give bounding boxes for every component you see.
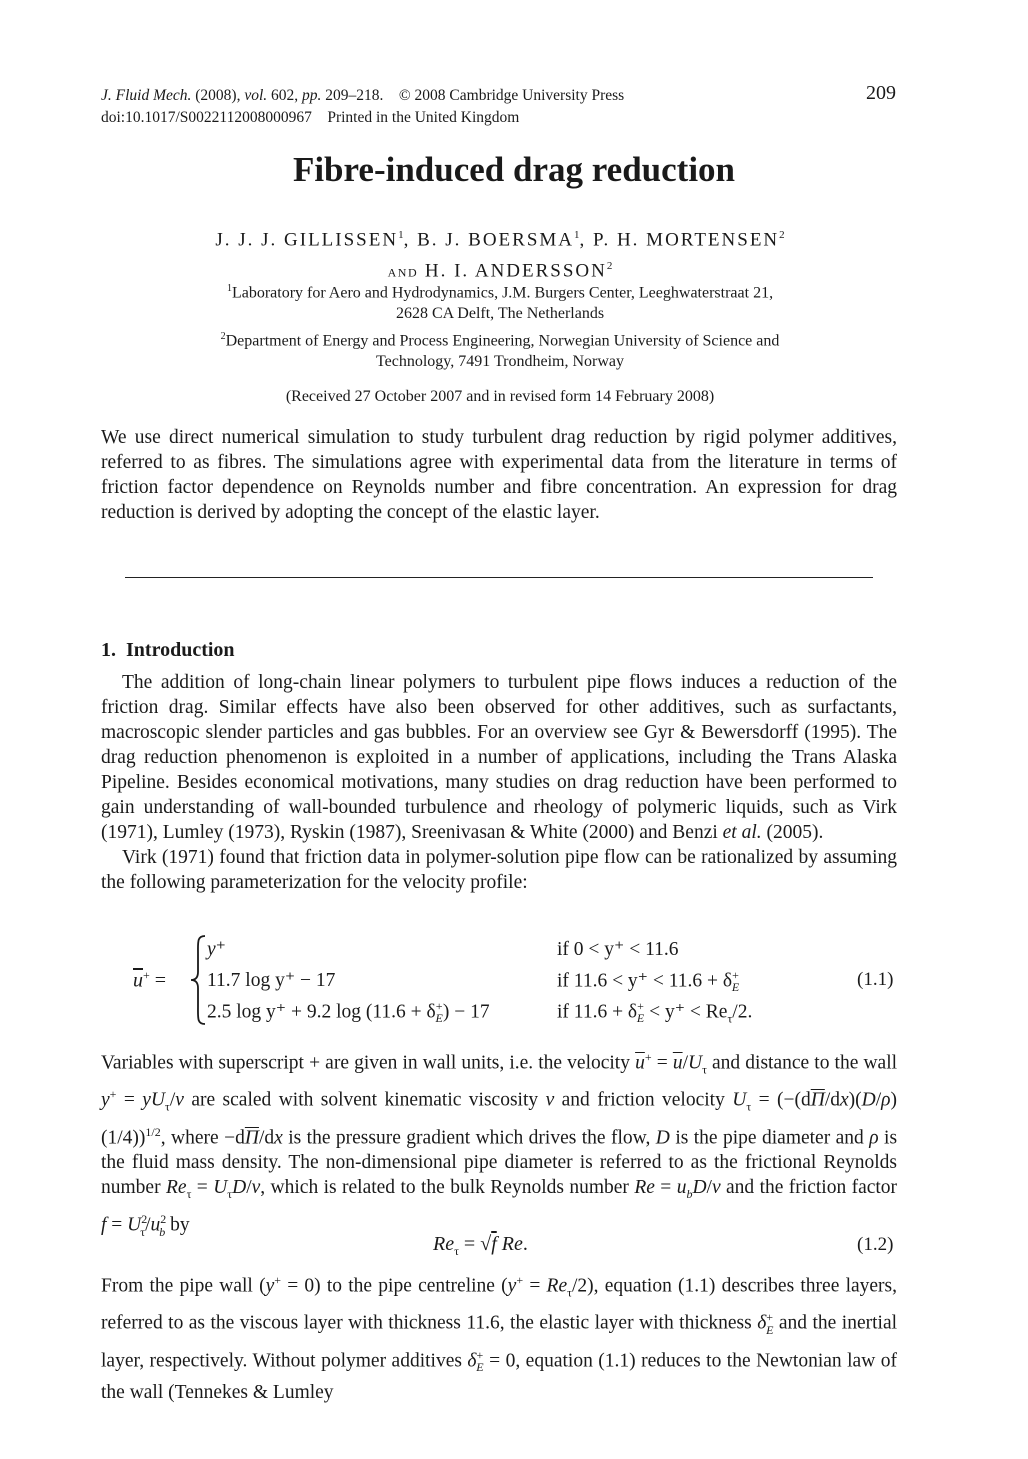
section-title: Introduction bbox=[126, 639, 235, 661]
authors-line-1: J. J. J. GILLISSEN$^1$, B. J. BOERSMA$^1$, P. H. MORTENSEN$^2$ bbox=[215, 229, 785, 251]
paragraph-text: and the inertial layer, respectively. Without polymer additives bbox=[101, 1312, 898, 1372]
paragraph-text: by bbox=[170, 1214, 190, 1236]
author-name: H. I. ANDERSSON bbox=[424, 260, 607, 282]
section-heading bbox=[101, 639, 235, 662]
cond-text: if 0 < y⁺ < 11.6 bbox=[557, 939, 679, 960]
author-name: J. J. J. GILLISSEN bbox=[215, 229, 399, 251]
doi-line bbox=[101, 107, 624, 129]
paragraph-text: (2005). bbox=[766, 822, 824, 843]
eq-case-2-expr bbox=[207, 968, 335, 992]
paragraph-text: , equation (1.1) describes three layers, referred to as the viscous layer with thickness 11.6, the elastic layer with thickness bbox=[101, 1275, 898, 1334]
author-affil-mark: 2 bbox=[606, 260, 613, 273]
expr-text: y⁺ bbox=[207, 939, 226, 960]
affiliation-2 bbox=[0, 326, 1000, 372]
author-name: P. H. MORTENSEN bbox=[593, 229, 780, 251]
intro-body bbox=[101, 670, 897, 895]
journal-name: J. Fluid Mech. bbox=[101, 87, 192, 104]
paragraph-text: to the pipe centreline bbox=[326, 1275, 495, 1297]
cond-text: if 11.6 + δ bbox=[557, 1001, 638, 1023]
affiliation-1 bbox=[0, 278, 1000, 324]
paragraph-text: and friction velocity bbox=[561, 1089, 725, 1111]
copyright: © 2008 Cambridge University Press bbox=[398, 87, 625, 104]
left-brace-icon bbox=[189, 934, 207, 1026]
paragraph-text: , which is related to the bulk Reynolds number bbox=[260, 1177, 629, 1199]
affil-line: Department of Energy and Process Engineering, Norwegian University of Science and bbox=[225, 332, 780, 350]
section-number: 1. bbox=[101, 639, 116, 661]
paragraph-text: From the pipe wall bbox=[101, 1275, 253, 1297]
author-name: B. J. BOERSMA bbox=[417, 229, 574, 251]
citation-line bbox=[101, 85, 624, 107]
page-number: 209 bbox=[866, 82, 896, 104]
journal-header bbox=[101, 85, 624, 129]
author-affil-mark: 1 bbox=[398, 229, 404, 241]
affil-mark: 2 bbox=[220, 331, 226, 342]
expr-text: ) − 17 bbox=[442, 1001, 490, 1023]
paragraph-text: , equation (1.1) reduces to the Newtonian law of the wall (Tennekes & Lumley bbox=[101, 1350, 897, 1404]
eq-body: $Re_\tau = √f$ Re. bbox=[433, 1233, 528, 1258]
author-list bbox=[0, 222, 1000, 285]
eq-case-1-cond bbox=[557, 937, 678, 961]
equation-number: (1.2) bbox=[857, 1234, 894, 1255]
paper-title: Fibre-induced drag reduction bbox=[292, 150, 736, 189]
paragraph-text: is the pipe diameter and bbox=[675, 1127, 864, 1149]
affil-line: Laboratory for Aero and Hydrodynamics, J.M. Burgers Center, Leeghwaterstraat 21, bbox=[231, 284, 774, 302]
abstract: We use direct numerical simulation to study turbulent drag reduction by rigid polymer additives, referred to as fibres. The simulations agree with experimental data from the literature in terms of friction factor dependence on Reynolds number and fibre concentration. An expression for drag reduction is derived by adopting the concept of the elastic layer. bbox=[101, 427, 897, 523]
eq-case-3-expr: 2.5 log y⁺ + 9.2 $\log (11.6 + \delta^+_E) - 17$ bbox=[207, 999, 490, 1026]
affil-line: 2628 CA Delft, The Netherlands bbox=[395, 305, 605, 323]
expr-text: 11.7 log y⁺ − 17 bbox=[207, 970, 336, 991]
paragraph-text: , where bbox=[160, 1127, 219, 1149]
paragraph bbox=[101, 670, 897, 845]
page-range: 209–218. bbox=[325, 87, 384, 104]
et-al: et al. bbox=[722, 822, 762, 843]
paragraph-text: is the pressure gradient which drives the flow, bbox=[288, 1127, 651, 1149]
vol-number: 602, bbox=[271, 87, 299, 104]
cond-text: < y⁺ < Re bbox=[644, 1001, 728, 1023]
author-affil-mark: 2 bbox=[779, 229, 785, 241]
vol-label: vol. bbox=[244, 87, 268, 104]
paragraph-text: Variables with superscript + are given in wall units, i.e. the velocity bbox=[101, 1052, 630, 1074]
eq-case-1-expr bbox=[207, 937, 226, 961]
eq-case-2-cond: if $11.6 < y^+ < 11.6 + \delta^+_E$ bbox=[557, 968, 740, 995]
received-dates: (Received 27 October 2007 and in revised form 14 February 2008) bbox=[285, 388, 715, 405]
expr-text: 2.5 log y⁺ + 9.2 log (11.6 + δ bbox=[207, 1001, 436, 1023]
author-affil-mark: 1 bbox=[574, 229, 580, 241]
paragraph-text: The addition of long-chain linear polymers to turbulent pipe flows induces a reduction of the friction drag. Similar effects have also been observed for other additives, such as surfactants, macroscopic slender particles and gas bubbles. For an overview see Gyr & Bewersdorff (1995). The drag reduction phenomenon is exploited in a number of applications, including the Trans Alaska Pipeline. Besides economical motivations, many studies on drag reduction have been performed to gain understanding of wall-bounded turbulence and rheology of polymeric liquids, such as Virk (1971), Lumley (1973), Ryskin (1987), Sreenivasan & White (2000) and Benzi bbox=[101, 672, 897, 843]
paragraph-text: is the fluid mass density. The non-dimensional pipe diameter is referred to as the frictional Reynolds number bbox=[101, 1127, 898, 1199]
paragraph-text: are scaled with solvent kinematic viscosity bbox=[191, 1089, 539, 1111]
affil-mark: 1 bbox=[226, 283, 232, 294]
pp-label: pp. bbox=[302, 87, 322, 104]
paragraph-variables bbox=[101, 1045, 897, 1245]
cond-text: if 11.6 < y⁺ < 11.6 + δ bbox=[557, 970, 733, 992]
eq-lhs: $\overline{u}^+$ = bbox=[133, 968, 167, 992]
paragraph-layers bbox=[101, 1268, 897, 1405]
author-conjunction: and bbox=[387, 261, 419, 281]
paragraph: Variables with superscript + are given in wall units, i.e. the velocity $\overline{u}^+ = \overline{u}/U_\tau$ and distance to the wall $y^+ = yU_\tau/\nu$ are scaled with solvent kinematic viscosity ν and friction velocity $U_\tau = (-(d\overline{\Pi}/dx)(D/\rho)(1/4))^{1/2}$, where $-d\overline{\Pi}/dx$ is the pressure gradient which drives the flow, D is the pipe diameter and ρ is the fluid mass density. The non-dimensional pipe diameter is referred to as the frictional Reynolds number $Re_\tau = U_\tau D/\nu$, which is related to the bulk Reynolds number $Re = u_bD/\nu$ and the friction factor $f = U^2_\tau/u^2_b$ by bbox=[101, 1050, 898, 1239]
eq-case-3-cond: if $11.6 + \delta^+_E < y^+ < Re_\tau/2$. bbox=[557, 999, 753, 1026]
abstract-divider bbox=[125, 577, 873, 578]
affil-line: Technology, 7491 Trondheim, Norway bbox=[375, 353, 625, 371]
printed-in: Printed in the United Kingdom bbox=[327, 109, 520, 126]
doi: doi:10.1017/S0022112008000967 bbox=[101, 109, 312, 126]
paragraph: From the pipe wall (y+ = 0) to the pipe centreline $(y^+ = Re_\tau/2)$, equation (1.1) describes three layers, referred to as the viscous layer with thickness 11.6, the elastic layer with thickness $\delta^+_E$ and the inertial layer, respectively. Without polymer additives $\delta^+_E = 0$, equation (1.1) reduces to the Newtonian law of the wall (Tennekes & Lumley bbox=[101, 1273, 898, 1404]
paragraph-text: and the friction factor bbox=[726, 1177, 898, 1199]
cond-text: /2. bbox=[732, 1001, 753, 1023]
equation-number: (1.1) bbox=[857, 969, 894, 990]
paragraph: Virk (1971) found that friction data in polymer-solution pipe flow can be rationalized by assuming the following parameterization for the velocity profile: bbox=[101, 847, 897, 893]
paragraph-text: and distance to the wall bbox=[712, 1052, 898, 1074]
journal-year: (2008), bbox=[195, 87, 241, 104]
